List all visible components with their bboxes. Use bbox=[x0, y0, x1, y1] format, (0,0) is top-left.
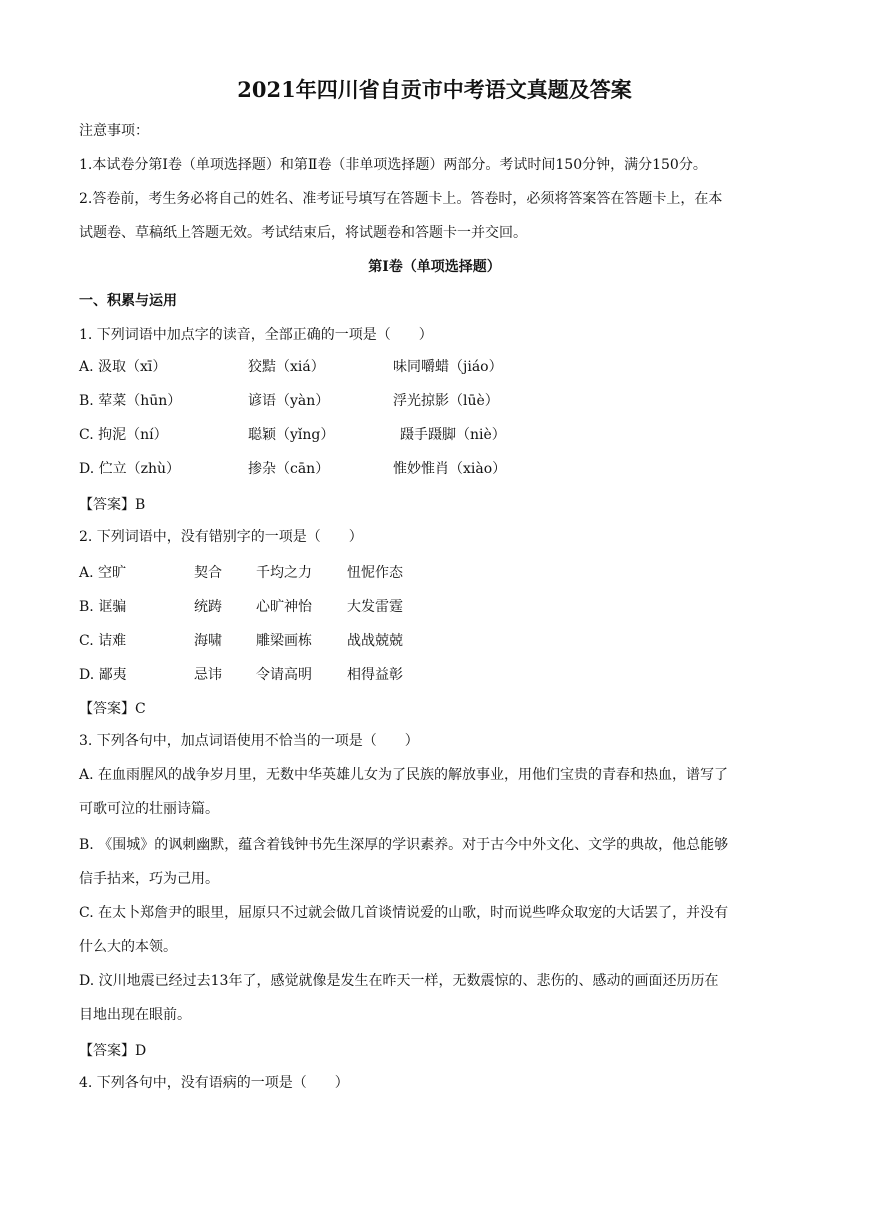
notice-heading: 注意事项： bbox=[79, 123, 149, 139]
question-3-option-b-line-2: 信手拈来，巧为己用。 bbox=[79, 871, 219, 887]
question-3-option-c-line-1: C. 在太卜郑詹尹的眼里，屈原只不过就会做几首谈情说爱的山歌，时而说些哗众取宠的大话罢了，并没有 bbox=[79, 905, 729, 921]
question-2-option-d bbox=[79, 665, 779, 685]
option-d-word-3: 惟妙惟肖（xiào） bbox=[393, 461, 507, 477]
option-d-word-2: 忌讳 bbox=[194, 667, 222, 683]
option-c-word-1: C. 诘难 bbox=[79, 633, 127, 649]
option-c-word-3: 蹑手蹑脚（niè） bbox=[400, 427, 506, 443]
option-a-word-3: 味同嚼蜡（jiáo） bbox=[393, 359, 503, 375]
option-c-word-4: 战战兢兢 bbox=[347, 633, 403, 649]
option-d-word-1: D. 伫立（zhù） bbox=[79, 461, 181, 477]
option-c-word-2: 海啸 bbox=[194, 633, 222, 649]
option-a-word-3: 千均之力 bbox=[256, 565, 312, 581]
question-3-option-a-line-1: A. 在血雨腥风的战争岁月里，无数中华英雄儿女为了民族的解放事业，用他们宝贵的青春和热血，谱写了 bbox=[79, 767, 729, 783]
question-4-stem: 4. 下列各句中，没有语病的一项是（ ） bbox=[79, 1075, 349, 1091]
option-d-word-3: 令请高明 bbox=[256, 667, 312, 683]
option-a-word-1: A. 空旷 bbox=[79, 565, 127, 581]
option-d-word-2: 掺杂（cān） bbox=[248, 461, 330, 477]
question-1-option-b bbox=[79, 391, 779, 411]
option-a-word-2: 契合 bbox=[194, 565, 222, 581]
question-1-option-d bbox=[79, 459, 779, 479]
question-3-stem: 3. 下列各句中，加点词语使用不恰当的一项是（ ） bbox=[79, 733, 419, 749]
notice-item-1: 1.本试卷分第Ⅰ卷（单项选择题）和第Ⅱ卷（非单项选择题）两部分。考试时间150分钟，满分150分。 bbox=[79, 157, 707, 173]
question-2-stem: 2. 下列词语中，没有错别字的一项是（ ） bbox=[79, 529, 363, 545]
question-3-option-b-line-1: B. 《围城》的讽刺幽默，蕴含着钱钟书先生深厚的学识素养。对于古今中外文化、文学的典故，他总能够 bbox=[79, 837, 729, 853]
option-b-word-4: 大发雷霆 bbox=[347, 599, 403, 615]
page-title: 2021年四川省自贡市中考语文真题及答案 bbox=[237, 77, 632, 102]
option-d-word-4: 相得益彰 bbox=[347, 667, 403, 683]
option-c-word-2: 聪颖（yǐng） bbox=[248, 427, 335, 443]
option-a-word-2: 狡黠（xiá） bbox=[248, 359, 325, 375]
question-1-option-c bbox=[79, 425, 779, 445]
option-a-word-4: 忸怩作态 bbox=[347, 565, 403, 581]
question-1-option-a bbox=[79, 357, 779, 377]
option-d-word-1: D. 鄙夷 bbox=[79, 667, 127, 683]
question-3-answer: 【答案】D bbox=[79, 1043, 147, 1059]
notice-item-2-line-2: 试题卷、草稿纸上答题无效。考试结束后，将试题卷和答题卡一并交回。 bbox=[79, 225, 527, 241]
option-b-word-3: 浮光掠影（lūè） bbox=[393, 393, 499, 409]
option-b-word-1: B. 荤菜（hūn） bbox=[79, 393, 182, 409]
question-2-option-c bbox=[79, 631, 779, 651]
question-3-option-c-line-2: 什么大的本领。 bbox=[79, 939, 177, 955]
question-2-option-b bbox=[79, 597, 779, 617]
question-1-stem: 1. 下列词语中加点字的读音，全部正确的一项是（ ） bbox=[79, 327, 433, 343]
question-1-answer: 【答案】B bbox=[79, 497, 146, 513]
question-2-answer: 【答案】C bbox=[79, 701, 146, 717]
question-3-option-d-line-2: 目地出现在眼前。 bbox=[79, 1007, 191, 1023]
option-b-word-2: 统踌 bbox=[194, 599, 222, 615]
option-c-word-1: C. 拘泥（ní） bbox=[79, 427, 168, 443]
option-a-word-1: A. 汲取（xī） bbox=[79, 359, 167, 375]
part-title: 第Ⅰ卷（单项选择题） bbox=[368, 259, 501, 275]
option-c-word-3: 雕梁画栋 bbox=[256, 633, 312, 649]
section-title: 一、积累与运用 bbox=[79, 293, 177, 309]
option-b-word-2: 谚语（yàn） bbox=[248, 393, 330, 409]
notice-item-2-line-1: 2.答卷前，考生务必将自己的姓名、准考证号填写在答题卡上。答卷时，必须将答案答在答题卡上，在本 bbox=[79, 191, 723, 207]
option-b-word-3: 心旷神怡 bbox=[256, 599, 312, 615]
option-b-word-1: B. 诓骗 bbox=[79, 599, 127, 615]
question-2-option-a bbox=[79, 563, 779, 583]
question-3-option-d-line-1: D. 汶川地震已经过去13年了，感觉就像是发生在昨天一样，无数震惊的、悲伤的、感动的画面还历历在 bbox=[79, 973, 719, 989]
question-3-option-a-line-2: 可歌可泣的壮丽诗篇。 bbox=[79, 801, 219, 817]
